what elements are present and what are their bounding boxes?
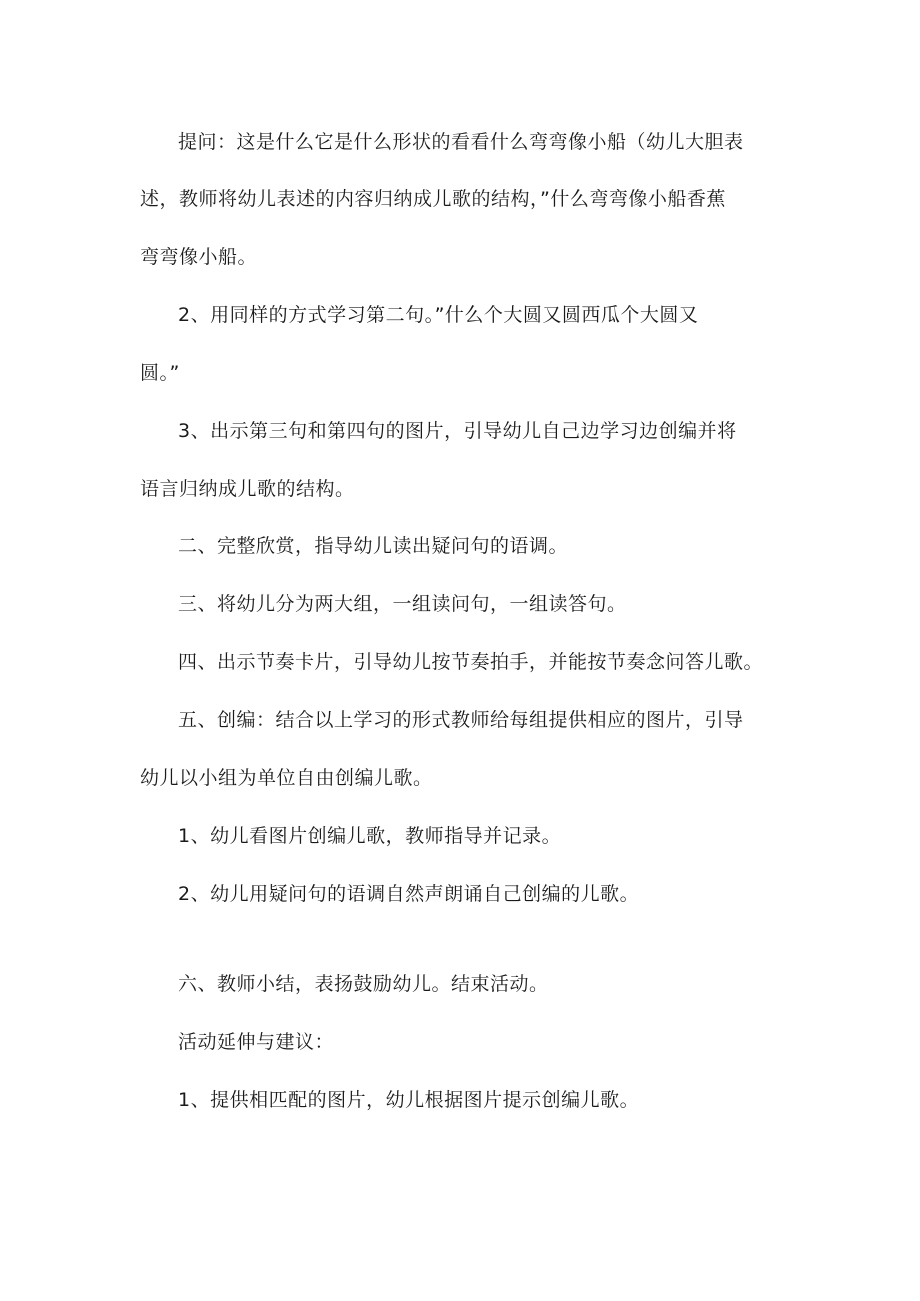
text-line-15: 六、教师小结，表扬鼓励幼儿。结束活动。 — [178, 973, 549, 995]
text-line-5: 圆。” — [140, 362, 180, 384]
text-line-11: 五、创编：结合以上学习的形式教师给每组提供相应的图片，引导 — [178, 709, 744, 731]
text-line-4: 2、用同样的方式学习第二句。”什么个大圆又圆西瓜个大圆又 — [178, 304, 699, 326]
text-line-8: 二、完整欣赏，指导幼儿读出疑问句的语调。 — [178, 535, 569, 557]
text-line-1: 提问：这是什么它是什么形状的看看什么弯弯像小船（幼儿大胆表 — [178, 131, 744, 153]
text-line-2: 述，教师将幼儿表述的内容归纳成儿歌的结构，”什么弯弯像小船香蕉 — [140, 188, 726, 210]
text-line-12: 幼儿以小组为单位自由创编儿歌。 — [140, 767, 433, 789]
text-line-17: 1、提供相匹配的图片，幼儿根据图片提示创编儿歌。 — [178, 1089, 640, 1111]
text-line-13: 1、幼儿看图片创编儿歌，教师指导并记录。 — [178, 825, 562, 847]
text-line-3: 弯弯像小船。 — [140, 246, 258, 268]
text-line-9: 三、将幼儿分为两大组，一组读问句，一组读答句。 — [178, 593, 627, 615]
text-line-6: 3、出示第三句和第四句的图片，引导幼儿自己边学习边创编并将 — [178, 420, 737, 442]
text-line-10: 四、出示节奏卡片，引导幼儿按节奏拍手，并能按节奏念问答儿歌。 — [178, 651, 764, 673]
text-line-7: 语言归纳成儿歌的结构。 — [140, 478, 355, 500]
text-line-16: 活动延伸与建议： — [178, 1031, 335, 1053]
text-line-14: 2、幼儿用疑问句的语调自然声朗诵自己创编的儿歌。 — [178, 883, 640, 905]
